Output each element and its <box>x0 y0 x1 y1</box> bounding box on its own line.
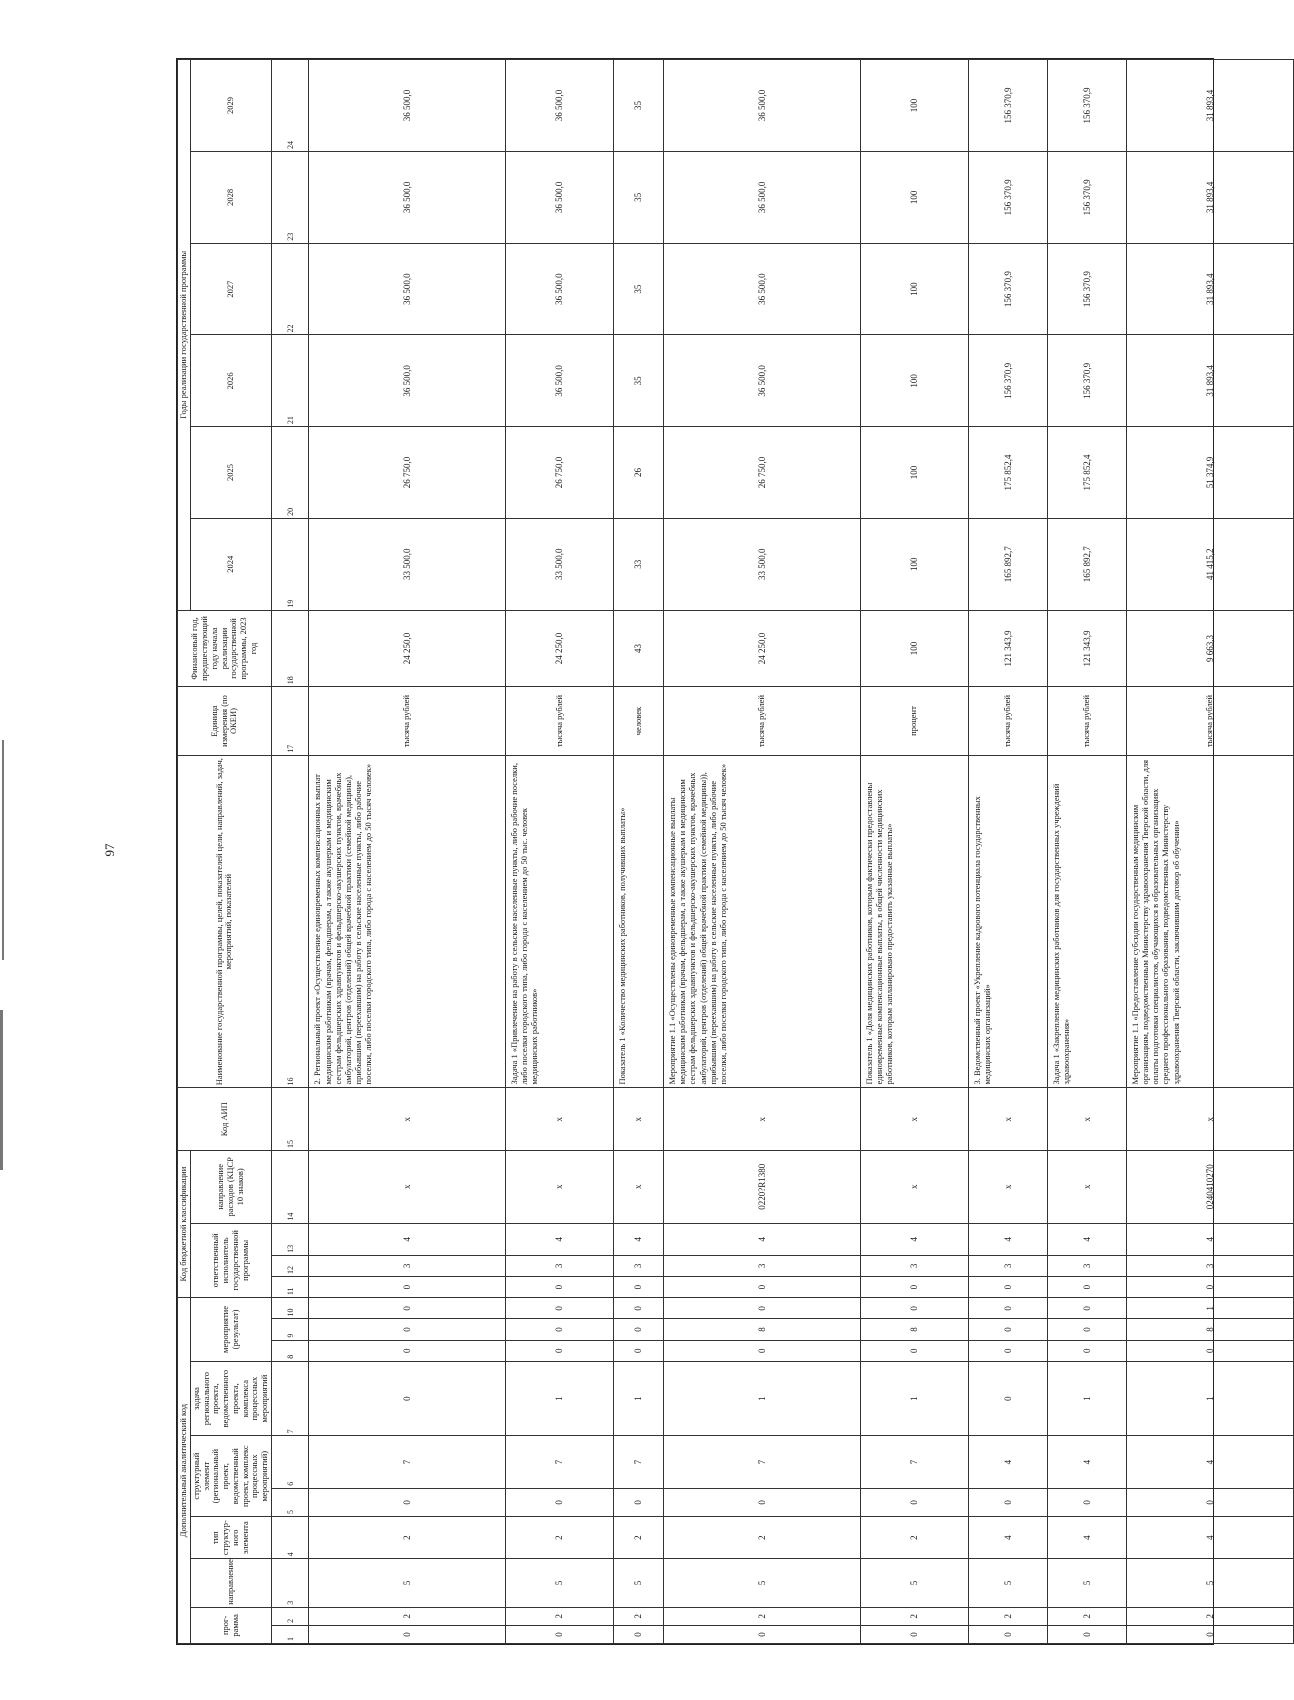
year-value: 26 750,0 <box>505 427 613 519</box>
year-value: 100 <box>860 60 968 152</box>
column-number: 9 <box>271 1319 309 1340</box>
code-cell: 0 <box>1126 1277 1293 1298</box>
row-name: Задача 1 «Привлечение на работу в сельские населенные пункты, либо рабочие поселки, либо поселки городского типа, либо города с населением до 50 тыс. человек медицинских работников» <box>505 755 613 1088</box>
code-cell: 2 <box>614 1607 664 1625</box>
column-number: 1 <box>271 1625 309 1643</box>
code-cell: 0 <box>860 1340 968 1361</box>
code-cell: 2 <box>1126 1607 1293 1625</box>
column-number: 14 <box>271 1150 309 1223</box>
header-budget-code: Код бюджетной классификации <box>178 1150 191 1297</box>
table-row <box>968 60 1047 1644</box>
column-number: 19 <box>271 518 309 610</box>
column-number: 5 <box>271 1488 309 1516</box>
year-value: 36 500,0 <box>309 60 506 152</box>
header-prior-year: Финансовый год, предшествующий году начала реализации государственной программы, 2023 год <box>178 610 272 687</box>
code-cell: 4 <box>505 1223 613 1255</box>
row-name: Задача 1 «Закрепление медицинских работников для государственных учреждений здравоохранения» <box>1047 755 1126 1088</box>
year-value: 36 500,0 <box>663 60 860 152</box>
code-cell: 2 <box>309 1517 506 1559</box>
year-value: 100 <box>860 151 968 243</box>
year-value: 41 415,2 <box>1126 518 1293 610</box>
year-value: 36 500,0 <box>505 60 613 152</box>
row-name: 2. Региональный проект «Осуществление единовременных компенсационных выплат медицинским работникам (врачам, фельдшерам, а также акушеркам и медицинским сестрам фельдшерских здравпунктов и фельдшерско-акушерских пунктов, врачебных амбулаторий, центров (отделений) общей врачебной практики (семейной медицины), прибывшим (переехавшим) на работу в сельские населенные пункты, либо рабочие поселки, либо поселки городского типа, либо города с населением до 50 тысяч человек» <box>309 755 506 1088</box>
header-direction: направление <box>190 1559 271 1607</box>
year-value: 35 <box>614 60 664 152</box>
year-value: 36 500,0 <box>505 151 613 243</box>
code-cell: 1 <box>1047 1361 1126 1436</box>
code-cell: 0 <box>860 1488 968 1516</box>
code-cell: 0 <box>505 1340 613 1361</box>
code-cell: 0 <box>614 1488 664 1516</box>
code-cell: 5 <box>309 1559 506 1607</box>
code-cell: 1 <box>860 1361 968 1436</box>
code-cell: 0 <box>505 1625 613 1643</box>
code-cell: 3 <box>505 1255 613 1276</box>
code-cell: 5 <box>1047 1559 1126 1607</box>
code-cell: 0 <box>1126 1625 1293 1643</box>
code-cell: х <box>614 1088 664 1151</box>
code-cell: х <box>309 1088 506 1151</box>
code-cell: 4 <box>1047 1517 1126 1559</box>
unit-cell: тысяча рублей <box>1047 687 1126 756</box>
code-cell: 1 <box>663 1361 860 1436</box>
prior-year-value: 24 250,0 <box>663 610 860 687</box>
code-cell: 2 <box>1047 1607 1126 1625</box>
scan-mark <box>2 740 4 960</box>
header-analytic-code: Дополнительный аналитический код <box>178 1298 191 1644</box>
code-cell: 0 <box>614 1340 664 1361</box>
header-year: 2027 <box>190 243 271 335</box>
code-cell: 0 <box>1047 1298 1126 1319</box>
code-cell: 4 <box>1047 1223 1126 1255</box>
year-value: 156 370,9 <box>968 335 1047 427</box>
year-value: 156 370,9 <box>968 243 1047 335</box>
year-value: 51 374,9 <box>1126 427 1293 519</box>
table-row <box>663 60 860 1644</box>
unit-cell: тысяча рублей <box>663 687 860 756</box>
page-number: 97 <box>102 843 117 857</box>
code-cell: 8 <box>1126 1319 1293 1340</box>
code-cell: 0 <box>614 1625 664 1643</box>
row-name: Мероприятие 1.1 «Осуществлены единовременные компенсационные выплаты медицинским работникам (врачам, фельдшерам, а также акушеркам и медицинским сестрам фельдшерских здравпунктов и фельдшерско-акушерских пунктов, врачебных амбулаторий, центров (отделений) общей врачебной практики (семейной медицины)), прибывшим (переехавшим) на работу в сельские населенные пункты, либо рабочие поселки, либо поселки городского типа, либо города с населением до 50 тысяч человек» <box>663 755 860 1088</box>
header-year: 2028 <box>190 151 271 243</box>
code-cell: 8 <box>663 1319 860 1340</box>
table-body <box>309 60 1294 1644</box>
code-cell: 7 <box>505 1436 613 1488</box>
code-cell: 5 <box>1126 1559 1293 1607</box>
code-cell: 0 <box>1126 1488 1293 1516</box>
code-cell: х <box>1047 1150 1126 1223</box>
header-element-type: тип структур-ного элемента <box>190 1517 271 1559</box>
year-value: 35 <box>614 151 664 243</box>
code-cell: 5 <box>663 1559 860 1607</box>
code-cell: 7 <box>614 1436 664 1488</box>
code-cell: 8 <box>860 1319 968 1340</box>
year-value: 36 500,0 <box>663 151 860 243</box>
budget-table-sheet <box>176 58 1214 1645</box>
code-cell: 0 <box>968 1625 1047 1643</box>
unit-cell: тысяча рублей <box>1126 687 1293 756</box>
code-cell: 0 <box>309 1340 506 1361</box>
column-number: 20 <box>271 427 309 519</box>
code-cell: х <box>663 1088 860 1151</box>
code-cell: 1 <box>1126 1361 1293 1436</box>
prior-year-value: 121 343,9 <box>1047 610 1126 687</box>
code-cell: х <box>505 1088 613 1151</box>
header-year: 2025 <box>190 427 271 519</box>
code-cell: 0240410270 <box>1126 1150 1293 1223</box>
year-value: 36 500,0 <box>505 243 613 335</box>
code-cell: 3 <box>663 1255 860 1276</box>
code-cell: 2 <box>309 1607 506 1625</box>
header-years-group: Годы реализации государственной программы <box>178 60 191 611</box>
code-cell: 7 <box>860 1436 968 1488</box>
header-measure: мероприятие (результат) <box>190 1298 271 1362</box>
code-cell: 5 <box>505 1559 613 1607</box>
year-value: 156 370,9 <box>1047 151 1126 243</box>
year-value: 36 500,0 <box>309 243 506 335</box>
code-cell: 0 <box>309 1488 506 1516</box>
row-name: Показатель 1 «Доля медицинских работников, которым фактически предоставлены единовременные компенсационные выплаты, в общей численности медицинских работников, которым запланировано предоставить указанные выплаты» <box>860 755 968 1088</box>
year-value: 156 370,9 <box>1047 335 1126 427</box>
column-number: 7 <box>271 1361 309 1436</box>
year-value: 33 <box>614 518 664 610</box>
code-cell: 5 <box>860 1559 968 1607</box>
code-cell: 0 <box>1126 1340 1293 1361</box>
code-cell: 0 <box>968 1361 1047 1436</box>
column-number: 15 <box>271 1088 309 1151</box>
code-cell: 0 <box>663 1625 860 1643</box>
year-value: 100 <box>860 335 968 427</box>
year-value: 175 852,4 <box>968 427 1047 519</box>
code-cell: 3 <box>614 1255 664 1276</box>
year-value: 35 <box>614 243 664 335</box>
table-row <box>1126 60 1293 1644</box>
code-cell: 0 <box>663 1488 860 1516</box>
header-year: 2024 <box>190 518 271 610</box>
header-year: 2026 <box>190 335 271 427</box>
column-number: 4 <box>271 1517 309 1559</box>
code-cell: х <box>860 1150 968 1223</box>
code-cell: 4 <box>860 1223 968 1255</box>
code-cell: 0 <box>309 1298 506 1319</box>
row-name: 3. Ведомственный проект «Укрепление кадрового потенциала государственных медицинских организаций» <box>968 755 1047 1088</box>
code-cell: 0 <box>309 1277 506 1298</box>
code-cell: 7 <box>309 1436 506 1488</box>
code-cell: 4 <box>309 1223 506 1255</box>
table-row <box>860 60 968 1644</box>
code-cell: 4 <box>968 1223 1047 1255</box>
code-cell: 0 <box>309 1319 506 1340</box>
year-value: 35 <box>614 335 664 427</box>
code-cell: 0 <box>309 1625 506 1643</box>
code-cell: 0 <box>1047 1277 1126 1298</box>
unit-cell: тысяча рублей <box>505 687 613 756</box>
prior-year-value: 100 <box>860 610 968 687</box>
code-cell: 0 <box>663 1277 860 1298</box>
year-value: 36 500,0 <box>309 151 506 243</box>
year-value: 33 500,0 <box>309 518 506 610</box>
year-value: 26 <box>614 427 664 519</box>
code-cell: 2 <box>663 1517 860 1559</box>
year-value: 165 892,7 <box>1047 518 1126 610</box>
code-cell: х <box>1047 1088 1126 1151</box>
code-cell: 4 <box>1047 1436 1126 1488</box>
unit-cell: тысяча рублей <box>968 687 1047 756</box>
column-number: 23 <box>271 151 309 243</box>
table-row <box>614 60 664 1644</box>
code-cell: 3 <box>1126 1255 1293 1276</box>
column-number-row <box>271 60 309 1644</box>
header-name: Наименование государственной программы, целей, показателей цели, направлений, задач, мероприятий, показателей <box>178 755 272 1088</box>
code-cell: 0 <box>860 1277 968 1298</box>
column-number: 11 <box>271 1277 309 1298</box>
code-cell: 5 <box>968 1559 1047 1607</box>
code-cell: 0 <box>860 1298 968 1319</box>
code-cell: 2 <box>663 1607 860 1625</box>
year-value: 100 <box>860 243 968 335</box>
code-cell: 0 <box>968 1488 1047 1516</box>
year-value: 36 500,0 <box>309 335 506 427</box>
code-cell: 0 <box>505 1319 613 1340</box>
year-value: 31 893,4 <box>1126 60 1293 152</box>
year-value: 156 370,9 <box>1047 60 1126 152</box>
year-value: 156 370,9 <box>968 60 1047 152</box>
code-cell: 7 <box>663 1436 860 1488</box>
code-cell: 1 <box>614 1361 664 1436</box>
code-cell: х <box>860 1088 968 1151</box>
code-cell: 3 <box>309 1255 506 1276</box>
code-cell: 0 <box>663 1340 860 1361</box>
code-cell: 0 <box>505 1298 613 1319</box>
code-cell: 0 <box>663 1298 860 1319</box>
header-year: 2029 <box>190 60 271 152</box>
year-value: 36 500,0 <box>505 335 613 427</box>
header-aip-code: Код АИП <box>178 1088 272 1151</box>
year-value: 156 370,9 <box>968 151 1047 243</box>
year-value: 33 500,0 <box>663 518 860 610</box>
header-task: задача регионального проекта, ведомственного проекта, комплекса процессных мероприятий <box>190 1361 271 1436</box>
column-number: 12 <box>271 1255 309 1276</box>
code-cell: 0 <box>309 1361 506 1436</box>
code-cell: 0220?R1380 <box>663 1150 860 1223</box>
year-value: 36 500,0 <box>663 335 860 427</box>
year-value: 165 892,7 <box>968 518 1047 610</box>
code-cell: 0 <box>968 1298 1047 1319</box>
code-cell: 0 <box>968 1319 1047 1340</box>
header-executor: ответственный исполнитель государственной программы <box>190 1223 271 1298</box>
header-unit: Единица измерения (по ОКЕИ) <box>178 687 272 756</box>
year-value: 36 500,0 <box>663 243 860 335</box>
code-cell: 2 <box>614 1517 664 1559</box>
prior-year-value: 9 663,3 <box>1126 610 1293 687</box>
column-number: 6 <box>271 1436 309 1488</box>
code-cell: 0 <box>1047 1340 1126 1361</box>
code-cell: 0 <box>614 1277 664 1298</box>
code-cell: 2 <box>505 1517 613 1559</box>
year-value: 31 893,4 <box>1126 151 1293 243</box>
code-cell: 0 <box>1047 1625 1126 1643</box>
column-number: 8 <box>271 1340 309 1361</box>
code-cell: 0 <box>968 1277 1047 1298</box>
code-cell: 4 <box>1126 1223 1293 1255</box>
column-number: 21 <box>271 335 309 427</box>
code-cell: х <box>309 1150 506 1223</box>
code-cell: х <box>614 1150 664 1223</box>
table-row <box>1047 60 1126 1644</box>
column-number: 16 <box>271 755 309 1088</box>
column-number: 17 <box>271 687 309 756</box>
code-cell: 1 <box>505 1361 613 1436</box>
column-number: 10 <box>271 1298 309 1319</box>
code-cell: 3 <box>968 1255 1047 1276</box>
prior-year-value: 121 343,9 <box>968 610 1047 687</box>
code-cell: 2 <box>968 1607 1047 1625</box>
column-number: 3 <box>271 1559 309 1607</box>
code-cell: 5 <box>614 1559 664 1607</box>
year-value: 31 893,4 <box>1126 243 1293 335</box>
code-cell: 0 <box>860 1625 968 1643</box>
prior-year-value: 43 <box>614 610 664 687</box>
column-number: 13 <box>271 1223 309 1255</box>
year-value: 100 <box>860 518 968 610</box>
code-cell: 2 <box>505 1607 613 1625</box>
year-value: 33 500,0 <box>505 518 613 610</box>
code-cell: 0 <box>1047 1319 1126 1340</box>
code-cell: 2 <box>860 1607 968 1625</box>
code-cell: 4 <box>1126 1436 1293 1488</box>
code-cell: х <box>1126 1088 1293 1151</box>
year-value: 26 750,0 <box>309 427 506 519</box>
table-row <box>309 60 506 1644</box>
header-program: прог-рамма <box>190 1607 271 1643</box>
code-cell: 3 <box>1047 1255 1126 1276</box>
code-cell: 2 <box>860 1517 968 1559</box>
code-cell: 0 <box>614 1298 664 1319</box>
code-cell: 0 <box>614 1319 664 1340</box>
year-value: 31 893,4 <box>1126 335 1293 427</box>
code-cell: 4 <box>968 1436 1047 1488</box>
code-cell: 1 <box>1126 1298 1293 1319</box>
scan-mark <box>0 1010 3 1170</box>
row-name: Мероприятие 1.1 «Предоставление субсидии государственным медицинским организациям, подведомственным Министерству здравоохранения Тверской области, для оплаты подготовки специалистов, обучающихся в образовательных организациях среднего профессионального образования, подведомственных Министерству здравоохранения Тверской области, заключившим договор об обучении» <box>1126 755 1293 1088</box>
code-cell: 0 <box>505 1277 613 1298</box>
row-name: Показатель 1 «Количество медицинских работников, получивших выплаты» <box>614 755 664 1088</box>
year-value: 100 <box>860 427 968 519</box>
code-cell: 4 <box>968 1517 1047 1559</box>
unit-cell: процент <box>860 687 968 756</box>
prior-year-value: 24 250,0 <box>309 610 506 687</box>
header-expense-direction: направление расходов (КЦСР 10 знаков) <box>190 1150 271 1223</box>
unit-cell: тысяча рублей <box>309 687 506 756</box>
code-cell: 0 <box>505 1488 613 1516</box>
prior-year-value: 24 250,0 <box>505 610 613 687</box>
budget-table <box>177 59 1294 1644</box>
code-cell: 4 <box>614 1223 664 1255</box>
year-value: 175 852,4 <box>1047 427 1126 519</box>
year-value: 26 750,0 <box>663 427 860 519</box>
unit-cell: человек <box>614 687 664 756</box>
code-cell: х <box>505 1150 613 1223</box>
code-cell: х <box>968 1150 1047 1223</box>
code-cell: 0 <box>968 1340 1047 1361</box>
year-value: 156 370,9 <box>1047 243 1126 335</box>
column-number: 18 <box>271 610 309 687</box>
column-number: 22 <box>271 243 309 335</box>
code-cell: 4 <box>1126 1517 1293 1559</box>
column-number: 2 <box>271 1607 309 1625</box>
header-structural-element: структурный элемент (региональный проект, ведомственный проект, комплекс процессных мероприятий) <box>190 1436 271 1517</box>
code-cell: 0 <box>1047 1488 1126 1516</box>
code-cell: 4 <box>663 1223 860 1255</box>
code-cell: 3 <box>860 1255 968 1276</box>
column-number: 24 <box>271 60 309 152</box>
code-cell: х <box>968 1088 1047 1151</box>
table-row <box>505 60 613 1644</box>
